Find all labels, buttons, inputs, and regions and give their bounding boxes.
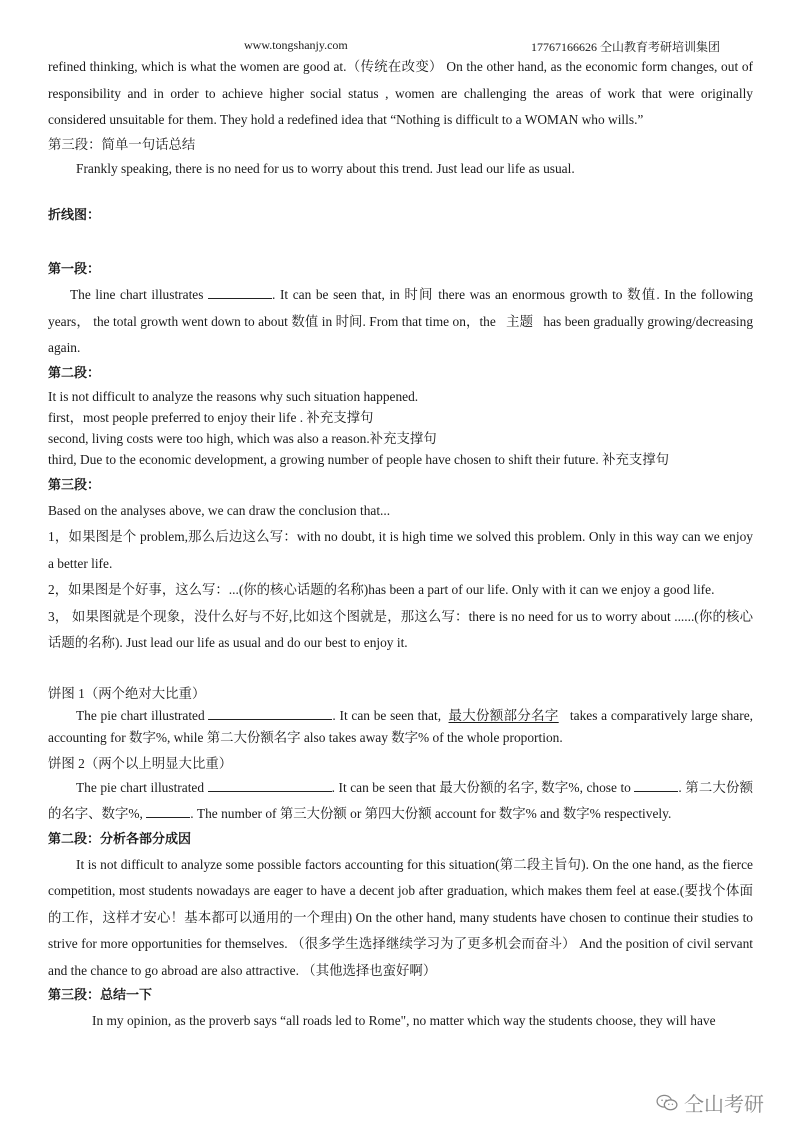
heading-line-para2: 第二段： (48, 365, 101, 381)
fill-blank (208, 286, 272, 299)
heading-pie-para3: 第三段：总结一下 (48, 988, 153, 1003)
line-p1-text-1: The line chart illustrates (70, 287, 204, 302)
heading-third-summary: 第三段：简单一句话总结 (48, 136, 196, 152)
document-body (48, 54, 753, 1035)
paragraph-pie-3-summary: In my opinion, as the proverb says “all roads led to Rome", no matter which way the students choose, they will have (92, 1013, 716, 1028)
line-p3-line-1: Based on the analyses above, we can draw the conclusion that... (48, 502, 391, 518)
pie2-text-3: . 第二大份额的名字、数字%, (48, 779, 753, 821)
line-p2-line-4: third, Due to the economic development, a growing number of people have chosen to shift their future. 补充支撑句 (48, 451, 670, 467)
fill-blank (208, 779, 332, 792)
line-p3-line-4: 3， 如果图就是个现象，没什么好与不好,比如这个图就是，那这么写：there is no need for us to worry about ......(你的核心话题的名称). Just lead our life as usual and do our best to enjoy it. (48, 608, 753, 650)
fill-blank (634, 779, 678, 792)
line-p2-line-1: It is not difficult to analyze the reasons why such situation happened. (48, 388, 419, 404)
heading-line-para3: 第三段： (48, 477, 101, 493)
pie1-text-2: . It can be seen that, (332, 707, 442, 723)
heading-pie-para2: 第二段：分析各部分成因 (48, 831, 192, 847)
header-contact: 17767166626 仝山教育考研培训集团 (531, 40, 721, 54)
paragraph-pie-1 (48, 705, 753, 749)
fill-blank (208, 707, 332, 720)
line-p2-line-2: first，most people preferred to enjoy their life . 补充支撑句 (48, 409, 374, 425)
paragraph-line-1 (48, 282, 753, 362)
paragraph-intro: refined thinking, which is what the women are good at.（传统在改变） On the other hand, as the economic form changes, out of responsibility and in order to achieve higher social status , women are challenging the areas of work that were originally considered unsuitable for them. They hold a redefined idea that “Nothing is difficult to a WOMAN who wills.” (48, 59, 753, 127)
wechat-icon (656, 1094, 678, 1112)
heading-line-para1: 第一段： (48, 262, 101, 277)
header-website: www.tongshanjy.com (244, 38, 348, 52)
paragraph-third-summary: Frankly speaking, there is no need for us to worry about this trend. Just lead our life as usual. (76, 160, 575, 176)
pie2-text-4: . The number of 第三大份额 or 第四大份额 account for 数字% and 数字% respectively. (190, 806, 672, 821)
watermark (656, 1088, 764, 1117)
line-p3-line-3: 2，如果图是个好事，这么写：...(你的核心话题的名称)has been a part of our life. Only with it can we enjoy a good life. (48, 582, 715, 597)
heading-line-chart: 折线图： (48, 208, 101, 223)
line-p3-line-2: 1，如果图是个 problem,那么后边这么写：with no doubt, it is high time we solved this problem. Only in this way can we enjoy a better life. (48, 529, 753, 571)
pie1-text-1: The pie chart illustrated (76, 707, 205, 723)
heading-pie-2: 饼图 2（两个以上明显大比重） (48, 755, 233, 771)
heading-pie-1: 饼图 1（两个绝对大比重） (48, 685, 206, 701)
paragraph-pie-2 (48, 775, 753, 828)
pie1-text-3: takes a comparatively large share, accounting for 数字%, while 第二大份额名字 also takes away 数字% of the whole proportion. (48, 707, 753, 745)
line-p1-text-3: has been gradually growing/decreasing again. (48, 313, 754, 355)
watermark-text: 仝山考研 (684, 1092, 764, 1116)
fill-blank (146, 805, 190, 818)
paragraph-pie-2-analysis: It is not difficult to analyze some possible factors accounting for this situation(第二段主旨句). On the one hand, as the fierce competition, most students nowadays are eager to have a decent job after graduation, which makes them feel at ease.(要找个体面的工作，这样才安心！基本都可以通用的一个理由) On the other hand, many students have chosen to continue their studies to strive for more opportunities for themselves. （很多学生选择继续学习为了更多机会而奋斗） And the position of civil servant and the chance to go abroad are also attractive. （其他选择也蛮好啊） (48, 856, 753, 978)
line-p1-text-2: . It can be seen that, in 时间 there was an enormous growth to 数值. In the following years， the total growth went down to about 数值 in 时间. From that time on，the (48, 287, 753, 329)
pie1-largest-share: 最大份额部分名字 (448, 707, 559, 723)
pie2-text-1: The pie chart illustrated (76, 779, 205, 795)
pie2-text-2: . It can be seen that 最大份额的名字, 数字%, chose to (331, 779, 631, 795)
line-p1-topic: 主题 (506, 313, 534, 329)
line-p2-line-3: second, living costs were too high, which was also a reason.补充支撑句 (48, 430, 437, 446)
